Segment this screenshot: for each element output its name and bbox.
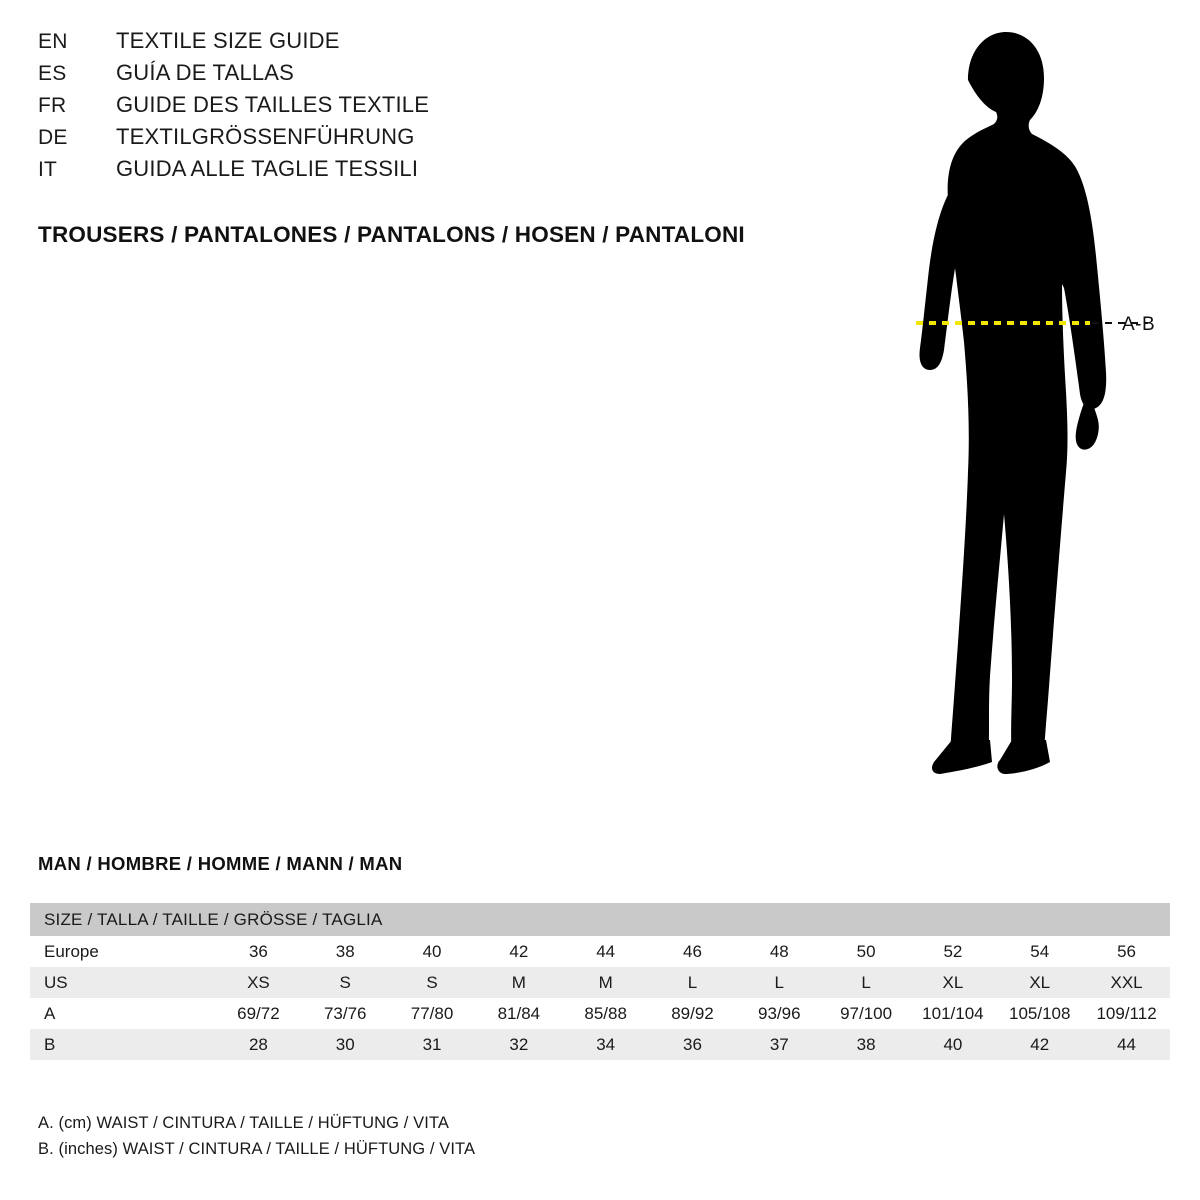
table-cell: 30 — [302, 1029, 389, 1060]
language-row — [38, 28, 758, 60]
table-cell: 52 — [910, 936, 997, 967]
language-code: EN — [38, 30, 68, 53]
table-cell: 28 — [215, 1029, 302, 1060]
table-cell: L — [823, 967, 910, 998]
language-row — [38, 124, 758, 156]
footnote-b: B. (inches) WAIST / CINTURA / TAILLE / HÜFTUNG / VITA — [38, 1140, 476, 1158]
table-cell: 40 — [389, 936, 476, 967]
language-title: GUIDE DES TAILLES TEXTILE — [116, 92, 430, 117]
measure-label-ab: A-B — [1122, 314, 1156, 335]
table-cell: 81/84 — [475, 998, 562, 1029]
table-cell: M — [475, 967, 562, 998]
row-label: Europe — [30, 936, 215, 967]
table-cell: 85/88 — [562, 998, 649, 1029]
table-cell: XXL — [1083, 967, 1170, 998]
language-row — [38, 60, 758, 92]
table-cell: 46 — [649, 936, 736, 967]
footnotes — [38, 1110, 475, 1162]
table-cell: 37 — [736, 1029, 823, 1060]
row-label: B — [30, 1029, 215, 1060]
table-header-label: SIZE / TALLA / TAILLE / GRÖSSE / TAGLIA — [30, 903, 1170, 936]
language-code: ES — [38, 62, 67, 85]
table-cell: 105/108 — [996, 998, 1083, 1029]
language-row — [38, 92, 758, 124]
table-cell: 34 — [562, 1029, 649, 1060]
language-code: FR — [38, 94, 67, 117]
table-cell: 93/96 — [736, 998, 823, 1029]
table-cell: 48 — [736, 936, 823, 967]
table-row — [30, 1029, 1170, 1060]
language-title: GUIDA ALLE TAGLIE TESSILI — [116, 156, 419, 181]
table-cell: XS — [215, 967, 302, 998]
table-cell: XL — [996, 967, 1083, 998]
body-silhouette-figure — [800, 20, 1200, 810]
language-title: TEXTILE SIZE GUIDE — [116, 28, 340, 53]
table-cell: 89/92 — [649, 998, 736, 1029]
table-cell: 42 — [475, 936, 562, 967]
table-cell: 73/76 — [302, 998, 389, 1029]
table-row — [30, 967, 1170, 998]
table-cell: 44 — [1083, 1029, 1170, 1060]
table-cell: M — [562, 967, 649, 998]
table-cell: 36 — [649, 1029, 736, 1060]
table-cell: 38 — [823, 1029, 910, 1060]
table-cell: S — [389, 967, 476, 998]
table-cell: 109/112 — [1083, 998, 1170, 1029]
table-cell: 38 — [302, 936, 389, 967]
language-row — [38, 156, 758, 188]
language-header-list — [38, 28, 758, 188]
language-code: DE — [38, 126, 68, 149]
table-cell: 69/72 — [215, 998, 302, 1029]
table-cell: 56 — [1083, 936, 1170, 967]
table-header-row — [30, 903, 1170, 936]
table-cell: 36 — [215, 936, 302, 967]
table-cell: L — [736, 967, 823, 998]
row-label: A — [30, 998, 215, 1029]
row-label: US — [30, 967, 215, 998]
size-table — [30, 903, 1170, 1060]
table-section-title: MAN / HOMBRE / HOMME / MANN / MAN — [38, 853, 403, 874]
language-code: IT — [38, 158, 58, 181]
table-row — [30, 998, 1170, 1029]
table-cell: 31 — [389, 1029, 476, 1060]
table-cell: XL — [910, 967, 997, 998]
table-cell: 32 — [475, 1029, 562, 1060]
table-cell: 101/104 — [910, 998, 997, 1029]
table-cell: 40 — [910, 1029, 997, 1060]
table-cell: 50 — [823, 936, 910, 967]
table-cell: 54 — [996, 936, 1083, 967]
language-title: GUÍA DE TALLAS — [116, 60, 295, 85]
footnote-a: A. (cm) WAIST / CINTURA / TAILLE / HÜFTUNG / VITA — [38, 1114, 450, 1132]
table-cell: 42 — [996, 1029, 1083, 1060]
table-row — [30, 936, 1170, 967]
silhouette-shape — [919, 32, 1106, 774]
garment-type-title: TROUSERS / PANTALONES / PANTALONS / HOSEN / PANTALONI — [38, 222, 745, 247]
table-cell: 44 — [562, 936, 649, 967]
table-cell: 77/80 — [389, 998, 476, 1029]
table-cell: L — [649, 967, 736, 998]
table-cell: 97/100 — [823, 998, 910, 1029]
table-cell: S — [302, 967, 389, 998]
language-title: TEXTILGRÖSSENFÜHRUNG — [116, 124, 415, 149]
